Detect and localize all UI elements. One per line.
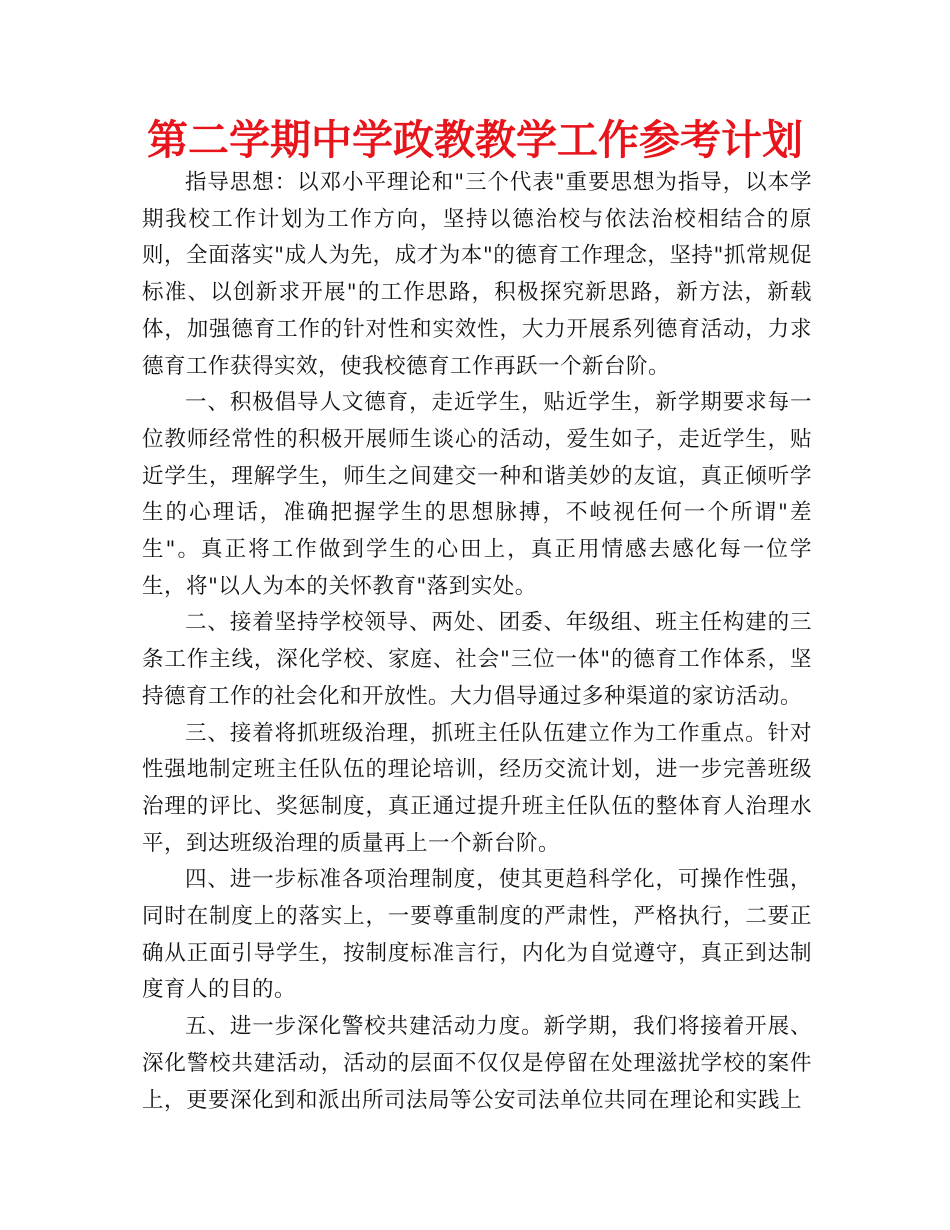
paragraph-item-5: 五、进一步深化警校共建活动力度。新学期，我们将接着开展、深化警校共建活动，活动的层面不仅仅是停留在处理滋扰学校的案件上，更要深化到和派出所司法局等公安司法单位共同在理论和实践上 [142,1014,812,1113]
paragraph-guiding-thought: 指导思想：以邓小平理论和"三个代表"重要思想为指导，以本学期我校工作计划为工作方向，坚持以德治校与依法治校相结合的原则，全面落实"成人为先，成才为本"的德育工作理念，坚持"抓常规促标准、以创新求开展"的工作思路，积极探究新思路，新方法，新载体，加强德育工作的针对性和实效性，大力开展系列德育活动，力求德育工作获得实效，使我校德育工作再跃一个新台阶。 [142,170,812,379]
paragraph-item-3: 三、接着将抓班级治理，抓班主任队伍建立作为工作重点。针对性强地制定班主任队伍的理论培训，经历交流计划，进一步完善班级治理的评比、奖惩制度，真正通过提升班主任队伍的整体育人治理水平，到达班级治理的质量再上一个新台阶。 [142,720,812,856]
paragraph-item-4: 四、进一步标准各项治理制度，使其更趋科学化，可操作性强，同时在制度上的落实上，一要尊重制度的严肃性，严格执行，二要正确从正面引导学生，按制度标准言行，内化为自觉遵守，真正到达制度育人的目的。 [142,867,812,1003]
document-body [142,165,812,1119]
paragraph-item-2: 二、接着坚持学校领导、两处、团委、年级组、班主任构建的三条工作主线，深化学校、家庭、社会"三位一体"的德育工作体系，坚持德育工作的社会化和开放性。大力倡导通过多种渠道的家访活动。 [142,610,812,709]
paragraph-item-1: 一、积极倡导人文德育，走近学生，贴近学生，新学期要求每一位教师经常性的积极开展师生谈心的活动，爱生如子，走近学生，贴近学生，理解学生，师生之间建交一种和谐美妙的友谊，真正倾听学生的心理话，准确把握学生的思想脉搏，不岐视任何一个所谓"差生"。真正将工作做到学生的心田上，真正用情感去感化每一位学生，将"以人为本的关怀教育"落到实处。 [142,390,812,599]
document-title: 第二学期中学政教教学工作参考计划 [147,116,803,164]
